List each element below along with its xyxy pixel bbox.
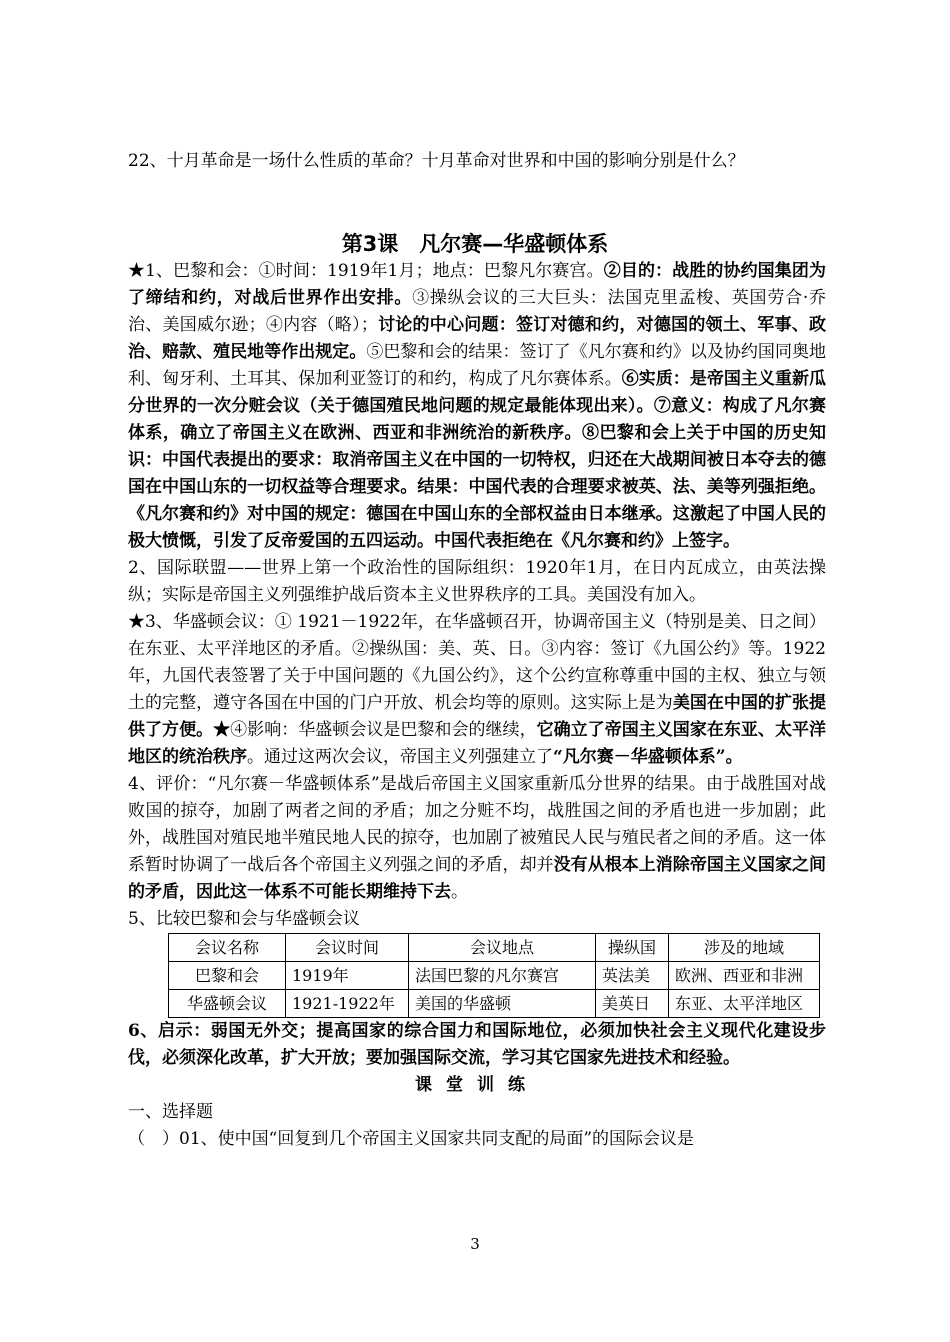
table-header: 会议名称 — [169, 934, 286, 962]
table-header: 会议地点 — [409, 934, 596, 962]
table-cell: 东亚、太平洋地区 — [669, 990, 820, 1018]
table-cell: 英法美 — [596, 962, 669, 990]
table-cell: 美英日 — [596, 990, 669, 1018]
section-choice: 一、选择题 — [128, 1102, 213, 1122]
item-4-end: 。 — [451, 882, 468, 902]
table-header: 会议时间 — [286, 934, 409, 962]
item-1-result: ⑤巴黎和会的结果：签订了《凡尔赛和约》以及协约国同奥地利、匈牙利、土耳其、保加利亚签订的和约，构成了凡尔赛体系。 — [128, 342, 827, 389]
item-4-bold: 没有从根本上消除帝国主义国家之间的矛盾，因此这一体系不可能长期维持下去 — [128, 855, 826, 902]
table-cell: 美国的华盛顿 — [409, 990, 596, 1018]
item-3-bold-2: 它确立了帝国主义国家在东亚、太平洋地区的统治秩序 — [128, 720, 827, 767]
item-3-impact: ④影响：华盛顿会议是巴黎和会的继续， — [230, 720, 537, 740]
item-3-system-name: “凡尔赛－华盛顿体系” — [553, 747, 726, 767]
table-header: 涉及的地域 — [669, 934, 820, 962]
table-cell: 巴黎和会 — [169, 962, 286, 990]
lesson-body — [128, 258, 826, 1153]
item-3-text: ★3、华盛顿会议：① 1921－1922年，在华盛顿召开，协调帝国主义（特别是美、日之间）在东亚、太平洋地区的矛盾。②操纵国：美、英、日。③内容：签订《九国公约》等。1922年，九国代表签署了关于中国问题的《九国公约》，这个公约宣称尊重中国的主权、独立与领土的完整，遵守各国在中国的门户开放、机会均等的原则。这实际上是为 — [128, 612, 826, 713]
item-3-text-2: 。通过这两次会议，帝国主义列强建立了 — [247, 747, 553, 767]
page-number: 3 — [470, 1235, 480, 1253]
table-cell: 1919年 — [286, 962, 409, 990]
item-2: 2、国际联盟——世界上第一个政治性的国际组织：1920年1月，在日内瓦成立，由英法操纵；实际是帝国主义列强维护战后资本主义世界秩序的工具。美国没有加入。 — [128, 558, 826, 605]
table-header: 操纵国 — [596, 934, 669, 962]
item-1-essence: ⑥实质：是帝国主义重新瓜分世界的一次分赃会议（关于德国殖民地问题的规定最能体现出来）。⑦意义：构成了凡尔赛体系，确立了帝国主义在欧洲、西亚和非洲统治的新秩序。⑧巴黎和会上关于中国的历史知识：中国代表提出的要求：取消帝国主义在中国的一切特权，归还在大战期间被日本夺去的德国在中国山东的一切权益等合理要求。结果：中国代表的合理要求被英、法、美等列强拒绝。《凡尔赛和约》对中国的规定：德国在中国山东的全部权益由日本继承。这激起了中国人民的极大愤慨，引发了反帝爱国的五四运动。中国代表拒绝在《凡尔赛和约》上签字。 — [128, 369, 827, 551]
comparison-table — [168, 933, 820, 1018]
item-1-purpose: ②目的：战胜的协约国集团为了缔结和约，对战后世界作出安排。 — [128, 261, 826, 308]
training-title: 课堂训练 — [415, 1075, 539, 1095]
item-1-leaders: ③操纵会议的三大巨头：法国克里孟梭、英国劳合·乔治、美国威尔逊；④内容（略）； — [128, 288, 826, 335]
table-cell: 法国巴黎的凡尔赛宫 — [409, 962, 596, 990]
question-22: 22、十月革命是一场什么性质的革命？十月革命对世界和中国的影响分别是什么？ — [128, 151, 745, 171]
item-5-title: 5、比较巴黎和会与华盛顿会议 — [128, 909, 360, 929]
table-cell: 欧洲、西亚和非洲 — [669, 962, 820, 990]
item-6-text: 6、启示：弱国无外交；提高国家的综合国力和国际地位，必须加快社会主义现代化建设步伐，必须深化改革，扩大开放；要加强国际交流，学习其它国家先进技术和经验。 — [128, 1021, 826, 1068]
table-cell: 华盛顿会议 — [169, 990, 286, 1018]
lesson-title: 第3课 凡尔赛—华盛顿体系 — [341, 232, 609, 256]
item-6 — [128, 1018, 826, 1072]
table-cell: 1921-1922年 — [286, 990, 409, 1018]
item-3-bold-1: 美国在中国的扩张提供了方便。★ — [128, 693, 827, 740]
item-1 — [128, 258, 826, 555]
item-1-time: ★1、巴黎和会：①时间：1919年1月；地点：巴黎凡尔赛宫。 — [128, 261, 604, 281]
table-header-row — [169, 934, 820, 962]
item-3 — [128, 609, 826, 771]
question-01: （ ）01、使中国“回复到几个帝国主义国家共同支配的局面”的国际会议是 — [128, 1129, 695, 1149]
item-1-central-issue: 讨论的中心问题：签订对德和约，对德国的领土、军事、政治、赔款、殖民地等作出规定。 — [128, 315, 827, 362]
item-3-end: 。 — [725, 747, 743, 767]
table-row — [169, 962, 820, 990]
table-row — [169, 990, 820, 1018]
item-4 — [128, 771, 826, 906]
item-4-text: 4、评价：“凡尔赛－华盛顿体系”是战后帝国主义国家重新瓜分世界的结果。由于战胜国对战败国的掠夺，加剧了两者之间的矛盾；加之分赃不均，战胜国之间的矛盾也进一步加剧；此外，战胜国对殖民地半殖民地人民的掠夺，也加剧了被殖民人民与殖民者之间的矛盾。这一体系暂时协调了一战后各个帝国主义列强之间的矛盾，却并 — [128, 774, 826, 875]
